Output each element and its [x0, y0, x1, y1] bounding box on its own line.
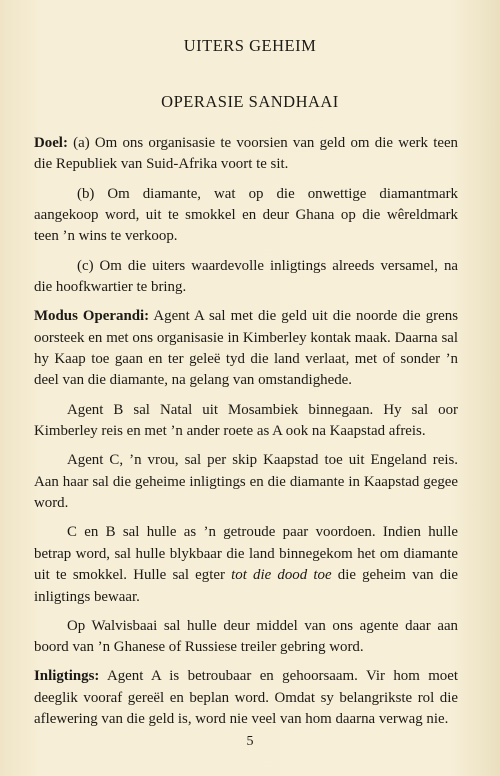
inligtings-label: Inligtings: — [34, 668, 100, 685]
doel-paragraph-b: (b) Om diamante, wat op die onwettige diamantmark aangekoop word, uit te smokkel en deur Ghana op die wêreldmark teen ’n wins te verkoop. — [34, 185, 458, 245]
c-and-b-text-2: die geheim van die inligtings bewaar. — [34, 567, 458, 605]
document-header: UITERS GEHEIM — [183, 36, 317, 55]
c-and-b-text-1: C en B sal hulle as ’n getroude paar voordoen. Indien hulle betrap word, sal hulle blykbaar die land binnegekom het om diamante uit te smokkel. Hulle sal egter — [34, 524, 458, 584]
document-title: OPERASIE SANDHAAI — [161, 92, 339, 111]
agent-b-paragraph: Agent B sal Natal uit Mosambiek binnegaan. Hy sal oor Kimberley reis en met ’n ander roete as A ook na Kaapstad afreis. — [34, 401, 458, 440]
page-number: 5 — [246, 734, 254, 749]
modus-operandi-paragraph — [34, 306, 458, 392]
c-and-b-paragraph — [34, 522, 458, 608]
doel-paragraph-a — [34, 133, 458, 176]
agent-c-paragraph: Agent C, ’n vrou, sal per skip Kaapstad toe uit Engeland reis. Aan haar sal die geheime inligtings en die diamante in Kaapstad gegee word. — [34, 452, 458, 512]
c-and-b-italic: tot die dood toe — [231, 567, 332, 584]
doel-paragraph-c: (c) Om die uiters waardevolle inligtings alreeds versamel, na die hoofkwartier te bring. — [34, 257, 458, 296]
document-body — [34, 133, 458, 731]
doel-a-text: (a) Om ons organisasie te voorsien van geld om die werk teen die Republiek van Suid-Afrika voort te sit. — [34, 135, 458, 173]
modus-operandi-label: Modus Operandi: — [34, 308, 150, 325]
inligtings-text: Agent A is betroubaar en gehoorsaam. Vir hom moet deeglik vooraf gereël en beplan word. Omdat sy belangrikste rol die aflewering van die geld is, word nie veel van hom daarna verwag nie. — [34, 668, 458, 728]
modus-operandi-text: Agent A sal met die geld uit die noorde die grens oorsteek en met ons organisasie in Kimberley kontak maak. Daarna sal hy Kaap toe gaan en ter geleë tyd die land verlaat, met of sonder ’n deel van die diamante, na gelang van omstandighede. — [34, 308, 458, 389]
inligtings-paragraph — [34, 666, 458, 730]
walvisbaai-paragraph: Op Walvisbaai sal hulle deur middel van ons agente daar aan boord van ’n Ghanese of Russiese treiler gebring word. — [34, 617, 458, 656]
doel-label: Doel: — [34, 135, 68, 151]
